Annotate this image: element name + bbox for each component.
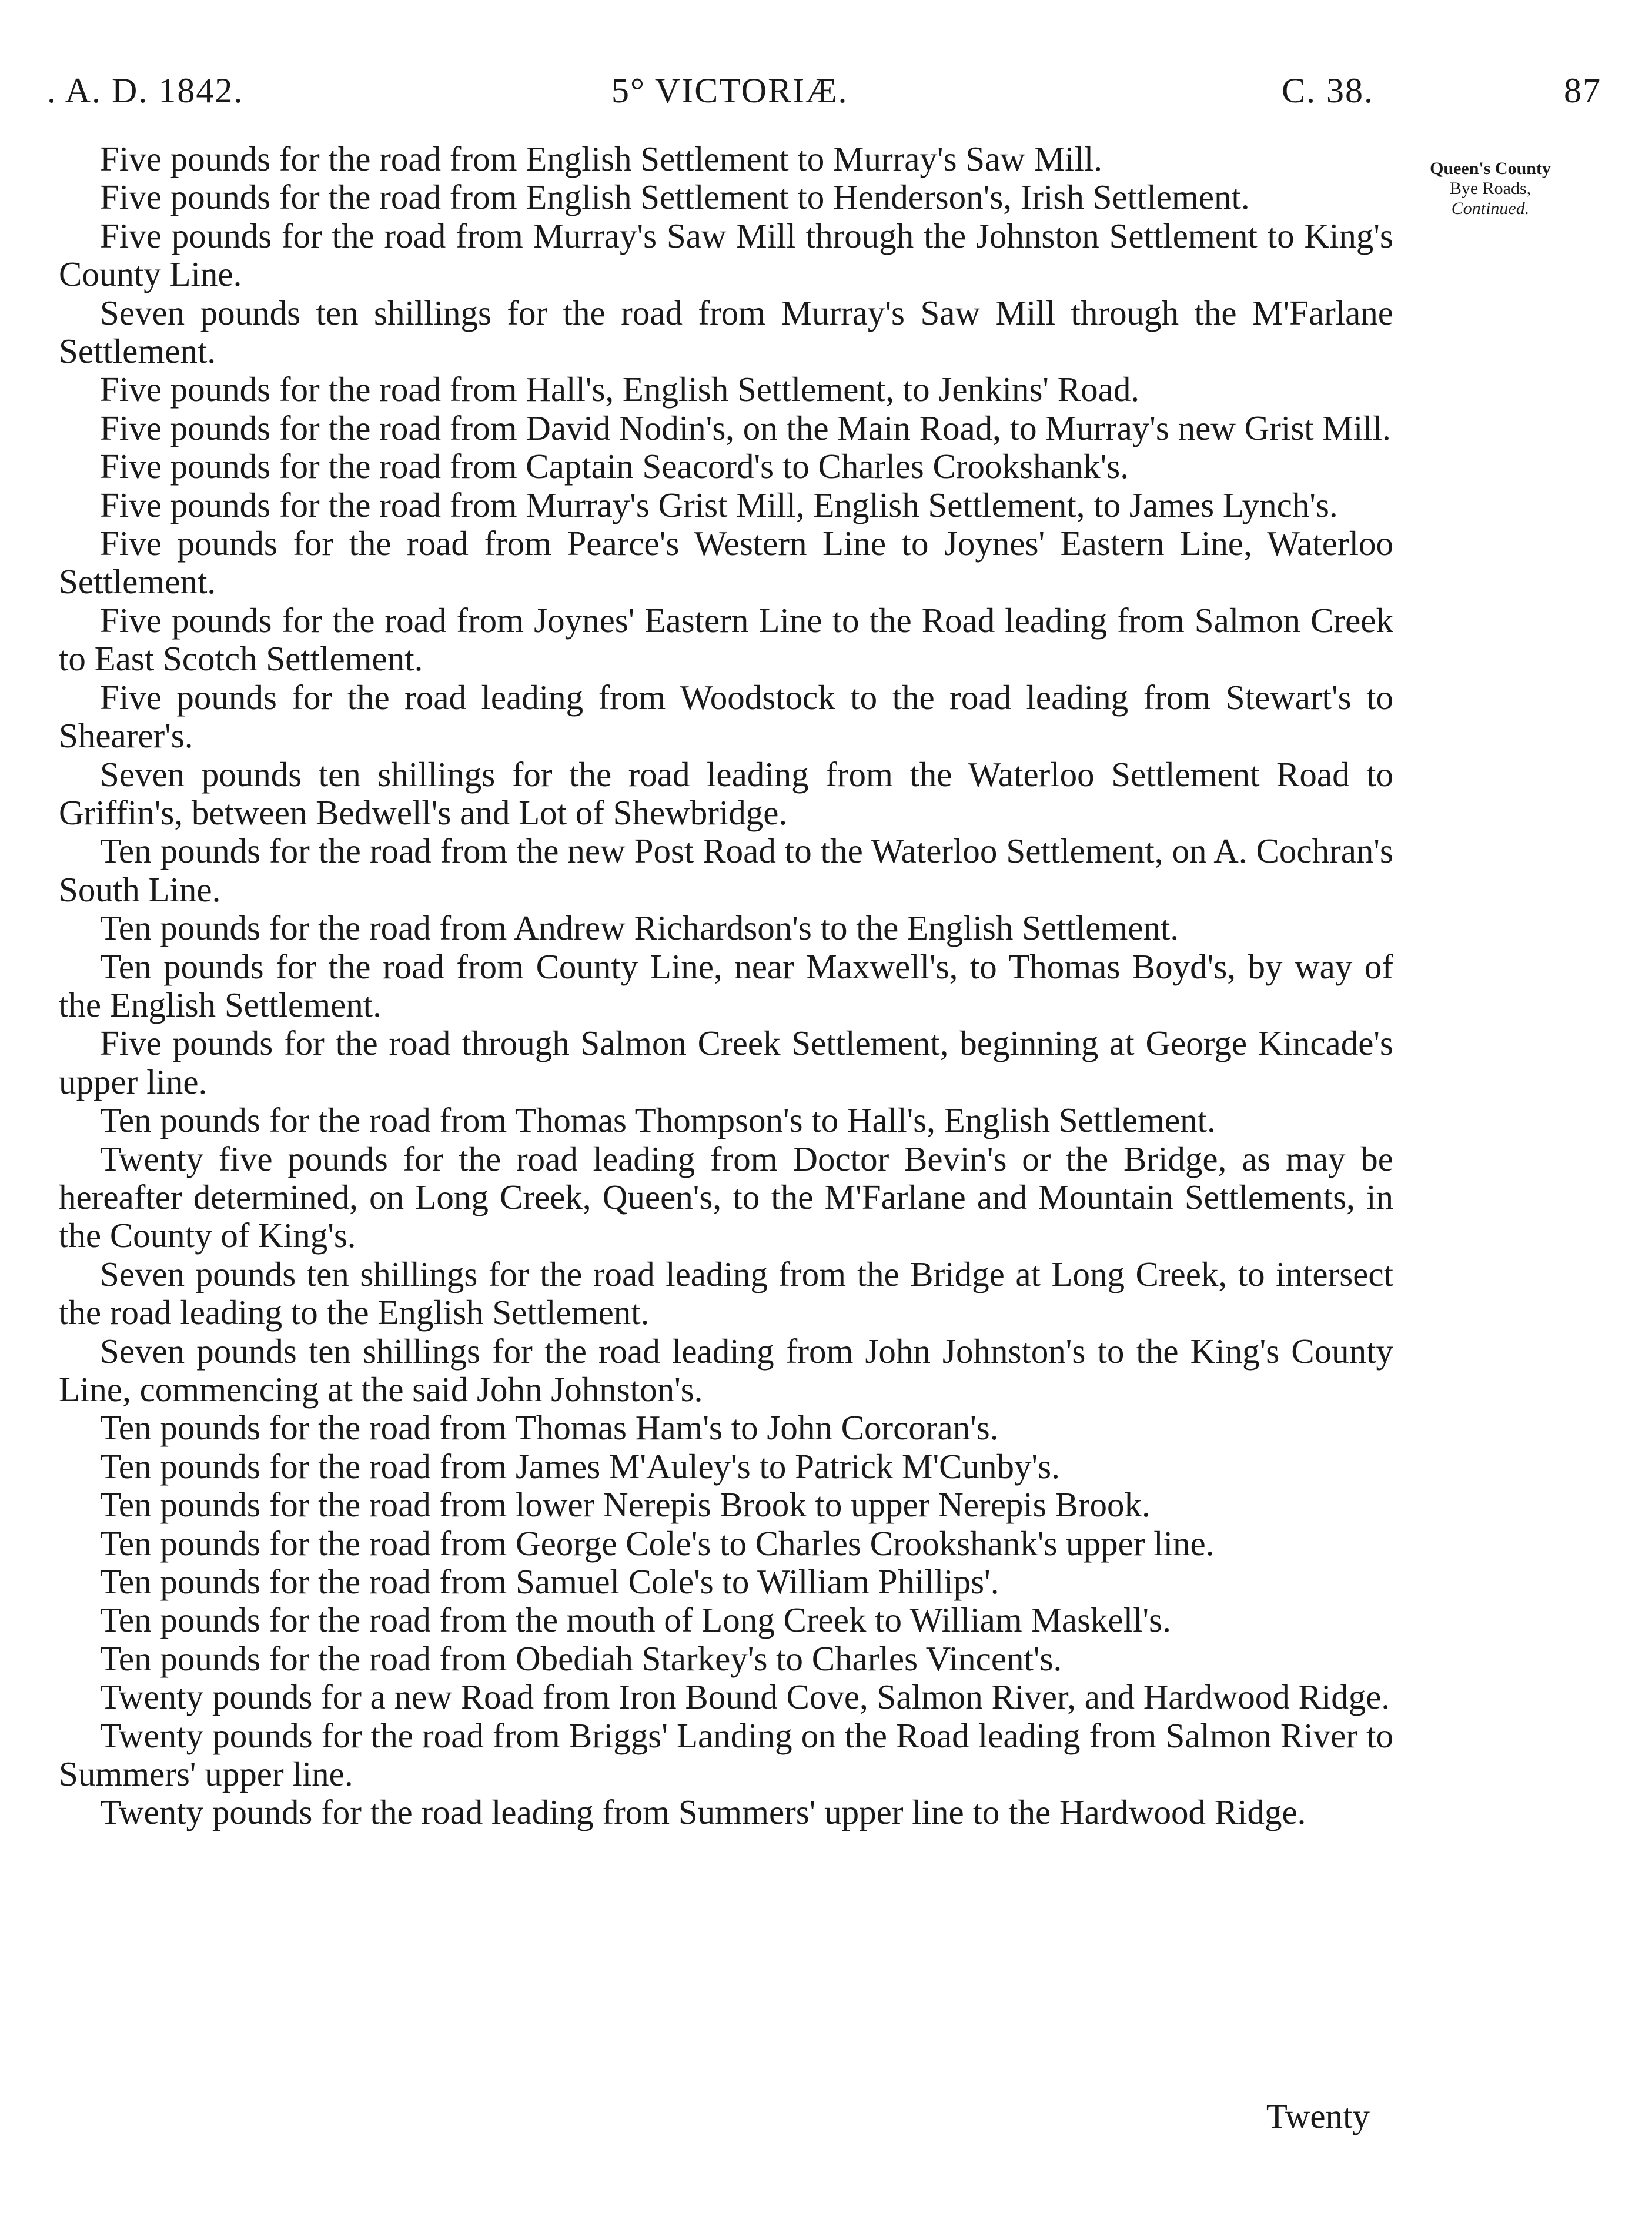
paragraph: Five pounds for the road from Captain Seacord's to Charles Crookshank's. xyxy=(100,447,1129,486)
paragraph: Five pounds for the road through Salmon Creek Settlement, beginning at George Kincade's upper line. xyxy=(59,1024,1393,1101)
body-text xyxy=(59,140,1393,1832)
paragraph: Five pounds for the road from Murray's Saw Mill through the Johnston Settlement to King's County Line. xyxy=(59,216,1393,294)
margin-note-bye-roads: Bye Roads, xyxy=(1449,179,1531,198)
paragraph: Seven pounds ten shillings for the road from Murray's Saw Mill through the M'Farlane Settlement. xyxy=(59,293,1393,371)
paragraph: Five pounds for the road leading from Woodstock to the road leading from Stewart's to Shearer's. xyxy=(59,677,1393,756)
paragraph: Five pounds for the road from English Settlement to Henderson's, Irish Settlement. xyxy=(100,178,1250,217)
catchword: Twenty xyxy=(1266,2097,1370,2135)
paragraph: Ten pounds for the road from the new Post Road to the Waterloo Settlement, on A. Cochran's South Line. xyxy=(59,831,1393,909)
paragraph: Five pounds for the road from Hall's, English Settlement, to Jenkins' Road. xyxy=(100,370,1140,409)
page-number: 87 xyxy=(1564,71,1601,110)
paragraph: Ten pounds for the road from Thomas Thompson's to Hall's, English Settlement. xyxy=(100,1101,1216,1140)
paragraph: Twenty pounds for the road from Briggs' Landing on the Road leading from Salmon River to Summers' upper line. xyxy=(59,1716,1393,1794)
margin-note-county: Queen's County xyxy=(1430,159,1551,178)
paragraph: Twenty pounds for the road leading from Summers' upper line to the Hardwood Ridge. xyxy=(100,1793,1306,1832)
paragraph: Five pounds for the road from Joynes' Eastern Line to the Road leading from Salmon Creek to East Scotch Settlement. xyxy=(59,600,1393,678)
header-date: . A. D. 1842. xyxy=(47,71,244,110)
paragraph: Seven pounds ten shillings for the road leading from the Waterloo Settlement Road to Griffin's, between Bedwell's and Lot of Shewbridge. xyxy=(59,754,1393,832)
paragraph: Seven pounds ten shillings for the road leading from the Bridge at Long Creek, to intersect the road leading to the English Settlement. xyxy=(59,1254,1393,1332)
paragraph: Ten pounds for the road from George Cole's to Charles Crookshank's upper line. xyxy=(100,1523,1215,1563)
header-chapter: C. 38. xyxy=(1282,71,1375,110)
paragraph: Twenty pounds for a new Road from Iron Bound Cove, Salmon River, and Hardwood Ridge. xyxy=(100,1677,1390,1717)
paragraph: Ten pounds for the road from Samuel Cole's to William Phillips'. xyxy=(100,1562,999,1602)
paragraph: Ten pounds for the road from County Line, near Maxwell's, to Thomas Boyd's, by way of the English Settlement. xyxy=(59,947,1393,1024)
margin-note xyxy=(1402,159,1579,219)
paragraph: Ten pounds for the road from lower Nerepis Brook to upper Nerepis Brook. xyxy=(100,1485,1151,1525)
running-header xyxy=(47,71,1599,118)
paragraph: Five pounds for the road from English Settlement to Murray's Saw Mill. xyxy=(100,139,1103,178)
header-reign: 5° VICTORIÆ. xyxy=(611,71,848,110)
paragraph: Ten pounds for the road from Andrew Richardson's to the English Settlement. xyxy=(100,908,1179,948)
paragraph: Five pounds for the road from Pearce's Western Line to Joynes' Eastern Line, Waterloo Settlement. xyxy=(59,524,1393,601)
paragraph: Five pounds for the road from David Nodin's, on the Main Road, to Murray's new Grist Mill. xyxy=(100,408,1391,447)
paragraph: Seven pounds ten shillings for the road leading from John Johnston's to the King's County Line, commencing at the said John Johnston's. xyxy=(59,1331,1393,1409)
paragraph: Ten pounds for the road from Thomas Ham's to John Corcoran's. xyxy=(100,1408,999,1448)
paragraph: Ten pounds for the road from the mouth of Long Creek to William Maskell's. xyxy=(100,1600,1171,1640)
paragraph: Five pounds for the road from Murray's Grist Mill, English Settlement, to James Lynch's. xyxy=(100,485,1338,524)
paragraph: Ten pounds for the road from James M'Auley's to Patrick M'Cunby's. xyxy=(100,1446,1060,1486)
margin-note-continued: Continued. xyxy=(1451,199,1530,218)
paragraph: Twenty five pounds for the road leading from Doctor Bevin's or the Bridge, as may be hereafter determined, on Long Creek, Queen's, to the M'Farlane and Mountain Settlements, in the County of King's. xyxy=(59,1139,1393,1255)
paragraph: Ten pounds for the road from Obediah Starkey's to Charles Vincent's. xyxy=(100,1639,1062,1678)
